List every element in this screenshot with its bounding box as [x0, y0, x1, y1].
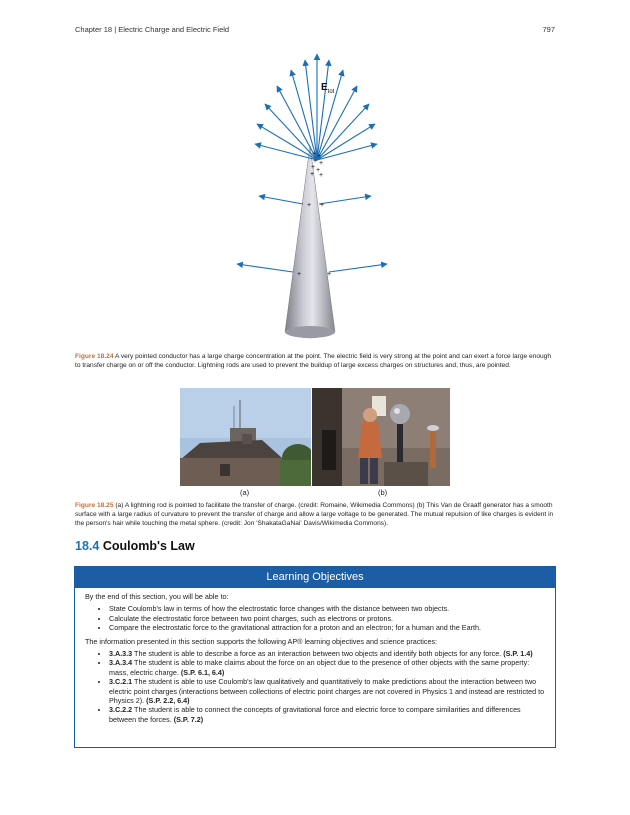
caption-text: (a) A lightning rod is pointed to facilitate the transfer of charge. (credit: Romaine, Wikimedia Commons) (b) This Van de Graaff generator has a smooth surface with a large radius of curvature to prevent the transfer of charge and allow a large voltage to be generated. The mutual repulsion of like charges is evident in the person's hair while touching the metal sphere. (credit: Jon 'ShakataGaNai' Davis/Wikimedia Commons). [75, 502, 554, 527]
svg-text:+: + [318, 172, 324, 179]
lightning-rod-figure [180, 388, 450, 498]
svg-text:+: + [326, 271, 332, 278]
section-heading [75, 539, 195, 553]
svg-text:+: + [312, 158, 318, 165]
figure-number: Figure 18.24 [75, 353, 114, 360]
objective-text: The student is able to make claims about the force on an object due to the presence of other objects with the same property: mass, electric charge. [109, 658, 530, 677]
objective-code: 3.C.2.2 [109, 705, 133, 715]
list-item [109, 705, 545, 724]
page-header [75, 25, 555, 37]
list-item [109, 677, 545, 705]
practices-list [85, 649, 545, 724]
list-item [109, 649, 545, 658]
section-title-text: Coulomb's Law [99, 539, 195, 553]
figure-18-24-caption [75, 352, 555, 370]
van-de-graaff-photo [312, 388, 450, 486]
objective-code: 3.A.3.4 [109, 658, 133, 668]
objective-text: The student is able to use Coulomb's law qualitatively and quantitatively to make predictions about the interaction between two electric point charges (interactions between collections of electric point charges are not covered in Physics 1 and instead are restricted to Physics 2). [109, 677, 545, 706]
svg-text:+: + [306, 202, 312, 209]
field-label: $E_{tot}$ [321, 82, 335, 95]
caption-text: A very pointed conductor has a large charge concentration at the point. The electric field is very strong at the point and can exert a force large enough to transfer charge on or off the conductor. Lightning rods are used to prevent the buildup of large excess charges on structures and, thus, are pointed. [75, 353, 552, 369]
practices-intro: The information presented in this section supports the following AP® learning objectives and science practices: [85, 636, 438, 646]
page-number: 797 [542, 25, 555, 34]
objectives-list [85, 604, 545, 632]
pointed-conductor-figure [225, 48, 395, 348]
objective-code: 3.A.3.3 [109, 649, 133, 659]
science-practice: (S.P. 2.2, 6.4) [146, 696, 190, 706]
svg-text:+: + [310, 164, 316, 171]
list-item: • State Coulomb's law in terms of how the electrostatic force changes with the distance between two objects. [109, 604, 545, 613]
svg-text:+: + [309, 171, 315, 178]
objectives-intro: By the end of this section, you will be able to: [85, 592, 229, 601]
science-practice: (S.P. 7.2) [173, 714, 204, 724]
learning-objectives-body [75, 588, 555, 724]
list-item: • Compare the electrostatic force to the gravitational attraction for a proton and an electron; for a human and the Earth. [109, 623, 545, 632]
science-practice: (S.P. 1.4) [503, 649, 533, 659]
subfigure-label-a: (a) [240, 488, 250, 497]
figure-18-25-caption [75, 501, 555, 528]
objective-text: The student is able to describe a force as an interaction between two objects and identify both objects for any force. [132, 649, 504, 659]
section-number: 18.4 [75, 539, 100, 553]
list-item: • Calculate the electrostatic force between two point charges, such as electrons or protons. [109, 614, 545, 623]
svg-text:+: + [316, 153, 322, 160]
objective-code: 3.C.2.1 [109, 677, 133, 687]
learning-objectives-title: Learning Objectives [75, 567, 555, 588]
svg-text:+: + [319, 202, 325, 209]
svg-text:+: + [315, 167, 321, 174]
svg-text:+: + [318, 160, 324, 167]
science-practice: (S.P. 6.1, 6.4) [180, 667, 225, 677]
lightning-rod-photo [180, 388, 311, 486]
objective-text: The student is able to connect the concepts of gravitational force and electric force to compare similarities and differences between the forces. [109, 705, 521, 724]
figure-number: Figure 18.25 [75, 502, 114, 509]
cone-base [285, 326, 335, 338]
chapter-title: Chapter 18 | Electric Charge and Electric Field [75, 25, 230, 34]
subfigure-label-b: (b) [378, 488, 388, 497]
learning-objectives-box [74, 566, 556, 748]
svg-text:+: + [311, 151, 317, 158]
list-item [109, 658, 545, 677]
svg-text:+: + [296, 271, 302, 278]
